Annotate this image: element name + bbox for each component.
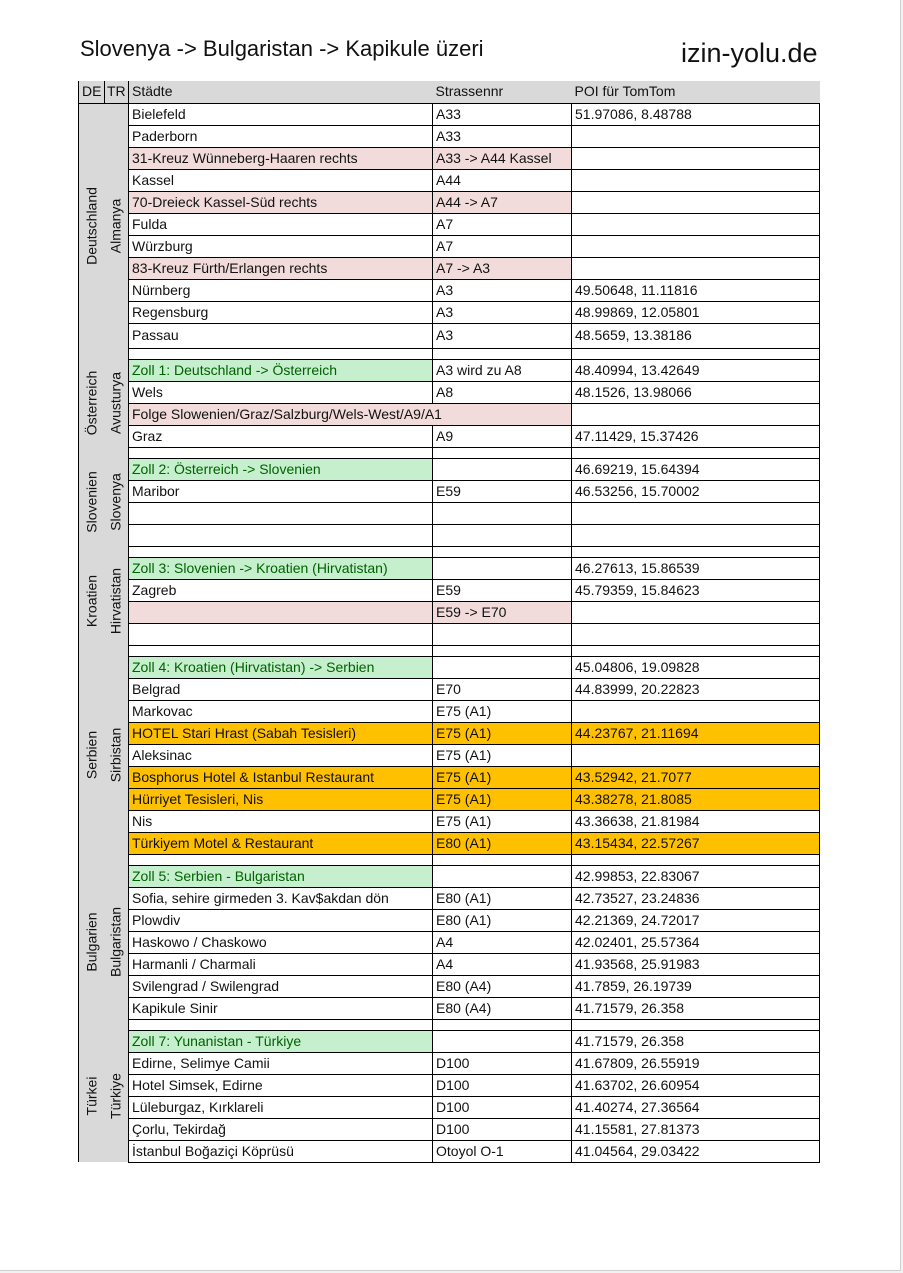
poi-cell: 48.99869, 12.05801 bbox=[572, 301, 820, 323]
country-tr-label bbox=[105, 359, 129, 447]
table-row bbox=[79, 213, 820, 235]
table-row bbox=[79, 1096, 820, 1118]
road-cell: E80 (A4) bbox=[433, 975, 572, 997]
city-cell: 31-Kreuz Wünneberg-Haaren rechts bbox=[129, 147, 433, 169]
city-cell: Haskowo / Chaskowo bbox=[129, 931, 433, 953]
poi-cell: 48.1526, 13.98066 bbox=[572, 381, 820, 403]
city-cell: Bosphorus Hotel & Istanbul Restaurant bbox=[129, 766, 433, 788]
table-row bbox=[79, 502, 820, 524]
separator-cell bbox=[79, 1019, 105, 1030]
road-cell: A44 bbox=[433, 169, 572, 191]
poi-cell: 43.36638, 21.81984 bbox=[572, 810, 820, 832]
table-row bbox=[79, 931, 820, 953]
poi-cell: 45.04806, 19.09828 bbox=[572, 656, 820, 678]
table-row bbox=[79, 722, 820, 744]
table-row bbox=[79, 909, 820, 931]
col-header-city: Städte bbox=[129, 81, 433, 103]
city-cell: Folge Slowenien/Graz/Salzburg/Wels-West/A9/A1 bbox=[129, 403, 572, 425]
country-de-text: Österreich bbox=[83, 370, 100, 436]
table-row bbox=[79, 678, 820, 700]
poi-cell bbox=[572, 125, 820, 147]
city-cell: Sofia, sehire girmeden 3. Kav$akdan dön bbox=[129, 887, 433, 909]
poi-cell: 41.04564, 29.03422 bbox=[572, 1140, 820, 1162]
city-cell: Bielefeld bbox=[129, 103, 433, 125]
table-row bbox=[79, 656, 820, 678]
city-cell: Passau bbox=[129, 323, 433, 348]
poi-cell: 49.50648, 11.11816 bbox=[572, 279, 820, 301]
country-de-label bbox=[79, 557, 105, 645]
city-cell: Zoll 7: Yunanistan - Türkiye bbox=[129, 1030, 433, 1052]
separator-cell bbox=[572, 447, 820, 458]
col-header-road: Strassennr bbox=[433, 81, 572, 103]
country-tr-text: Türkiye bbox=[107, 1073, 124, 1119]
city-cell: Fulda bbox=[129, 213, 433, 235]
table-row bbox=[79, 810, 820, 832]
table-row bbox=[79, 1030, 820, 1052]
separator-cell bbox=[129, 447, 433, 458]
poi-cell: 46.69219, 15.64394 bbox=[572, 458, 820, 480]
separator-cell bbox=[129, 348, 433, 359]
country-tr-label bbox=[105, 103, 129, 348]
road-cell: E59 bbox=[433, 480, 572, 502]
city-cell: Türkiyem Motel & Restaurant bbox=[129, 832, 433, 854]
poi-cell: 44.23767, 21.11694 bbox=[572, 722, 820, 744]
city-cell: Aleksinac bbox=[129, 744, 433, 766]
country-tr-label bbox=[105, 865, 129, 1019]
poi-cell bbox=[572, 403, 820, 425]
city-cell: Harmanli / Charmali bbox=[129, 953, 433, 975]
country-de-label bbox=[79, 1030, 105, 1162]
road-cell bbox=[433, 502, 572, 524]
road-cell: A33 -> A44 Kassel bbox=[433, 147, 572, 169]
table-row bbox=[79, 403, 820, 425]
road-cell bbox=[433, 1030, 572, 1052]
road-cell: E75 (A1) bbox=[433, 700, 572, 722]
table-row bbox=[79, 865, 820, 887]
table-row bbox=[79, 1052, 820, 1074]
separator-row bbox=[79, 645, 820, 656]
city-cell: Plowdiv bbox=[129, 909, 433, 931]
country-de-label bbox=[79, 656, 105, 854]
city-cell: Zagreb bbox=[129, 579, 433, 601]
table-row bbox=[79, 766, 820, 788]
country-de-text: Bulgarien bbox=[83, 912, 100, 972]
poi-cell: 46.27613, 15.86539 bbox=[572, 557, 820, 579]
city-cell: Hotel Simsek, Edirne bbox=[129, 1074, 433, 1096]
road-cell: A8 bbox=[433, 381, 572, 403]
table-row bbox=[79, 700, 820, 722]
road-cell: E75 (A1) bbox=[433, 810, 572, 832]
separator-cell bbox=[129, 1019, 433, 1030]
poi-cell: 43.15434, 22.57267 bbox=[572, 832, 820, 854]
country-tr-text: Almanya bbox=[107, 198, 124, 253]
poi-cell bbox=[572, 601, 820, 623]
road-cell: A7 bbox=[433, 213, 572, 235]
separator-cell bbox=[572, 854, 820, 865]
road-cell: E80 (A1) bbox=[433, 909, 572, 931]
country-de-text: Serbien bbox=[83, 730, 100, 780]
table-row bbox=[79, 557, 820, 579]
table-row bbox=[79, 997, 820, 1019]
road-cell: D100 bbox=[433, 1118, 572, 1140]
city-cell: Paderborn bbox=[129, 125, 433, 147]
road-cell: A33 bbox=[433, 125, 572, 147]
road-cell bbox=[433, 524, 572, 546]
poi-cell bbox=[572, 169, 820, 191]
poi-cell: 46.53256, 15.70002 bbox=[572, 480, 820, 502]
road-cell: E75 (A1) bbox=[433, 766, 572, 788]
table-row bbox=[79, 744, 820, 766]
city-cell: İstanbul Boğaziçi Köprüsü bbox=[129, 1140, 433, 1162]
separator-cell bbox=[129, 854, 433, 865]
road-cell: D100 bbox=[433, 1052, 572, 1074]
city-cell: Lüleburgaz, Kırklareli bbox=[129, 1096, 433, 1118]
poi-cell bbox=[572, 213, 820, 235]
city-cell: Wels bbox=[129, 381, 433, 403]
poi-cell bbox=[572, 524, 820, 546]
separator-cell bbox=[79, 645, 105, 656]
table-row bbox=[79, 235, 820, 257]
separator-cell bbox=[79, 854, 105, 865]
separator-row bbox=[79, 854, 820, 865]
road-cell bbox=[433, 656, 572, 678]
separator-cell bbox=[105, 447, 129, 458]
table-row bbox=[79, 147, 820, 169]
country-de-label bbox=[79, 865, 105, 1019]
poi-cell: 41.67809, 26.55919 bbox=[572, 1052, 820, 1074]
city-cell: Kapikule Sinir bbox=[129, 997, 433, 1019]
city-cell: Nürnberg bbox=[129, 279, 433, 301]
table-row bbox=[79, 579, 820, 601]
city-cell: Regensburg bbox=[129, 301, 433, 323]
poi-cell: 48.5659, 13.38186 bbox=[572, 323, 820, 348]
separator-cell bbox=[433, 854, 572, 865]
separator-cell bbox=[79, 348, 105, 359]
table-row bbox=[79, 1074, 820, 1096]
poi-cell: 43.38278, 21.8085 bbox=[572, 788, 820, 810]
city-cell: Würzburg bbox=[129, 235, 433, 257]
separator-cell bbox=[433, 447, 572, 458]
table-row bbox=[79, 788, 820, 810]
road-cell: E70 bbox=[433, 678, 572, 700]
poi-cell: 41.7859, 26.19739 bbox=[572, 975, 820, 997]
city-cell bbox=[129, 601, 433, 623]
table-row bbox=[79, 953, 820, 975]
poi-cell bbox=[572, 191, 820, 213]
city-cell: Çorlu, Tekirdağ bbox=[129, 1118, 433, 1140]
road-cell: A3 bbox=[433, 323, 572, 348]
table-row bbox=[79, 257, 820, 279]
road-cell: A3 wird zu A8 bbox=[433, 359, 572, 381]
poi-cell: 41.71579, 26.358 bbox=[572, 1030, 820, 1052]
city-cell: Zoll 1: Deutschland -> Österreich bbox=[129, 359, 433, 381]
table-row bbox=[79, 169, 820, 191]
country-tr-label bbox=[105, 656, 129, 854]
table-row bbox=[79, 975, 820, 997]
road-cell: A7 bbox=[433, 235, 572, 257]
poi-cell: 43.52942, 21.7077 bbox=[572, 766, 820, 788]
table-header-row bbox=[79, 81, 820, 103]
col-header-poi: POI für TomTom bbox=[572, 81, 820, 103]
road-cell: E75 (A1) bbox=[433, 788, 572, 810]
page-title: Slovenya -> Bulgaristan -> Kapikule üzeri bbox=[80, 36, 484, 61]
road-cell: E80 (A1) bbox=[433, 887, 572, 909]
country-de-label bbox=[79, 103, 105, 348]
road-cell: D100 bbox=[433, 1096, 572, 1118]
city-cell: Kassel bbox=[129, 169, 433, 191]
table-row bbox=[79, 279, 820, 301]
poi-cell: 41.71579, 26.358 bbox=[572, 997, 820, 1019]
table-row bbox=[79, 191, 820, 213]
country-tr-label bbox=[105, 557, 129, 645]
poi-cell: 51.97086, 8.48788 bbox=[572, 103, 820, 125]
road-cell: A3 bbox=[433, 279, 572, 301]
road-cell bbox=[433, 557, 572, 579]
city-cell: Graz bbox=[129, 425, 433, 447]
poi-cell: 41.40274, 27.36564 bbox=[572, 1096, 820, 1118]
road-cell: A44 -> A7 bbox=[433, 191, 572, 213]
country-tr-text: Hirvatistan bbox=[107, 567, 124, 635]
separator-cell bbox=[433, 348, 572, 359]
table-row bbox=[79, 1118, 820, 1140]
road-cell: A7 -> A3 bbox=[433, 257, 572, 279]
country-tr-label bbox=[105, 458, 129, 546]
road-cell bbox=[433, 865, 572, 887]
separator-cell bbox=[572, 1019, 820, 1030]
separator-cell bbox=[105, 854, 129, 865]
poi-cell bbox=[572, 700, 820, 722]
separator-cell bbox=[572, 546, 820, 557]
separator-cell bbox=[105, 546, 129, 557]
poi-cell: 47.11429, 15.37426 bbox=[572, 425, 820, 447]
city-cell: HOTEL Stari Hrast (Sabah Tesisleri) bbox=[129, 722, 433, 744]
city-cell: Zoll 3: Slovenien -> Kroatien (Hirvatistan) bbox=[129, 557, 433, 579]
poi-cell bbox=[572, 257, 820, 279]
road-cell: A4 bbox=[433, 953, 572, 975]
road-cell: D100 bbox=[433, 1074, 572, 1096]
table-row bbox=[79, 887, 820, 909]
city-cell: Maribor bbox=[129, 480, 433, 502]
separator-cell bbox=[433, 645, 572, 656]
poi-cell: 42.73527, 23.24836 bbox=[572, 887, 820, 909]
city-cell: Hürriyet Tesisleri, Nis bbox=[129, 788, 433, 810]
road-cell bbox=[433, 623, 572, 645]
separator-row bbox=[79, 447, 820, 458]
country-de-text: Deutschland bbox=[83, 186, 100, 265]
city-cell: Zoll 4: Kroatien (Hirvatistan) -> Serbien bbox=[129, 656, 433, 678]
city-cell: Zoll 2: Österreich -> Slovenien bbox=[129, 458, 433, 480]
city-cell: 70-Dreieck Kassel-Süd rechts bbox=[129, 191, 433, 213]
poi-cell: 42.99853, 22.83067 bbox=[572, 865, 820, 887]
separator-cell bbox=[105, 348, 129, 359]
poi-cell: 41.15581, 27.81373 bbox=[572, 1118, 820, 1140]
road-cell: A9 bbox=[433, 425, 572, 447]
road-cell: A3 bbox=[433, 301, 572, 323]
road-cell: E75 (A1) bbox=[433, 722, 572, 744]
table-row bbox=[79, 103, 820, 125]
country-tr-text: Bulgaristan bbox=[107, 906, 124, 978]
separator-cell bbox=[572, 645, 820, 656]
col-header-tr: TR bbox=[105, 81, 129, 103]
road-cell: Otoyol O-1 bbox=[433, 1140, 572, 1162]
poi-cell bbox=[572, 502, 820, 524]
road-cell: A33 bbox=[433, 103, 572, 125]
country-tr-text: Sirbistan bbox=[107, 727, 124, 783]
table-row bbox=[79, 381, 820, 403]
city-cell: Belgrad bbox=[129, 678, 433, 700]
city-cell bbox=[129, 524, 433, 546]
route-table bbox=[78, 81, 820, 1163]
road-cell: E75 (A1) bbox=[433, 744, 572, 766]
poi-cell: 41.63702, 26.60954 bbox=[572, 1074, 820, 1096]
road-cell: E80 (A1) bbox=[433, 832, 572, 854]
table-row bbox=[79, 301, 820, 323]
separator-cell bbox=[129, 546, 433, 557]
country-de-text: Kroatien bbox=[83, 574, 100, 628]
city-cell bbox=[129, 623, 433, 645]
poi-cell: 48.40994, 13.42649 bbox=[572, 359, 820, 381]
poi-cell: 41.93568, 25.91983 bbox=[572, 953, 820, 975]
city-cell: Zoll 5: Serbien - Bulgaristan bbox=[129, 865, 433, 887]
table-row bbox=[79, 359, 820, 381]
table-row bbox=[79, 623, 820, 645]
poi-cell: 42.02401, 25.57364 bbox=[572, 931, 820, 953]
table-row bbox=[79, 832, 820, 854]
separator-cell bbox=[79, 546, 105, 557]
city-cell bbox=[129, 502, 433, 524]
road-cell bbox=[433, 458, 572, 480]
col-header-de: DE bbox=[79, 81, 105, 103]
table-row bbox=[79, 323, 820, 348]
poi-cell: 42.21369, 24.72017 bbox=[572, 909, 820, 931]
poi-cell bbox=[572, 147, 820, 169]
road-cell: E59 bbox=[433, 579, 572, 601]
separator-cell bbox=[105, 645, 129, 656]
city-cell: Svilengrad / Swilengrad bbox=[129, 975, 433, 997]
road-cell: A4 bbox=[433, 931, 572, 953]
site-name: izin-yolu.de bbox=[681, 38, 818, 68]
city-cell: Markovac bbox=[129, 700, 433, 722]
separator-cell bbox=[129, 645, 433, 656]
separator-cell bbox=[105, 1019, 129, 1030]
city-cell: Edirne, Selimye Camii bbox=[129, 1052, 433, 1074]
poi-cell: 44.83999, 20.22823 bbox=[572, 678, 820, 700]
road-cell: E59 -> E70 bbox=[433, 601, 572, 623]
country-de-text: Slovenien bbox=[83, 471, 100, 533]
table-row bbox=[79, 458, 820, 480]
country-tr-text: Avusturya bbox=[107, 372, 124, 434]
poi-cell bbox=[572, 235, 820, 257]
separator-row bbox=[79, 1019, 820, 1030]
country-de-label bbox=[79, 359, 105, 447]
country-de-text: Türkei bbox=[83, 1076, 100, 1116]
city-cell: 83-Kreuz Fürth/Erlangen rechts bbox=[129, 257, 433, 279]
country-de-label bbox=[79, 458, 105, 546]
separator-row bbox=[79, 546, 820, 557]
separator-cell bbox=[433, 1019, 572, 1030]
city-cell: Nis bbox=[129, 810, 433, 832]
table-row bbox=[79, 425, 820, 447]
poi-cell: 45.79359, 15.84623 bbox=[572, 579, 820, 601]
country-tr-text: Slovenya bbox=[107, 473, 124, 531]
table-row bbox=[79, 480, 820, 502]
separator-cell bbox=[572, 348, 820, 359]
road-cell: E80 (A4) bbox=[433, 997, 572, 1019]
poi-cell bbox=[572, 623, 820, 645]
table-row bbox=[79, 1140, 820, 1162]
country-tr-label bbox=[105, 1030, 129, 1162]
poi-cell bbox=[572, 744, 820, 766]
table-row bbox=[79, 524, 820, 546]
separator-cell bbox=[433, 546, 572, 557]
table-row bbox=[79, 601, 820, 623]
separator-row bbox=[79, 348, 820, 359]
table-row bbox=[79, 125, 820, 147]
separator-cell bbox=[79, 447, 105, 458]
